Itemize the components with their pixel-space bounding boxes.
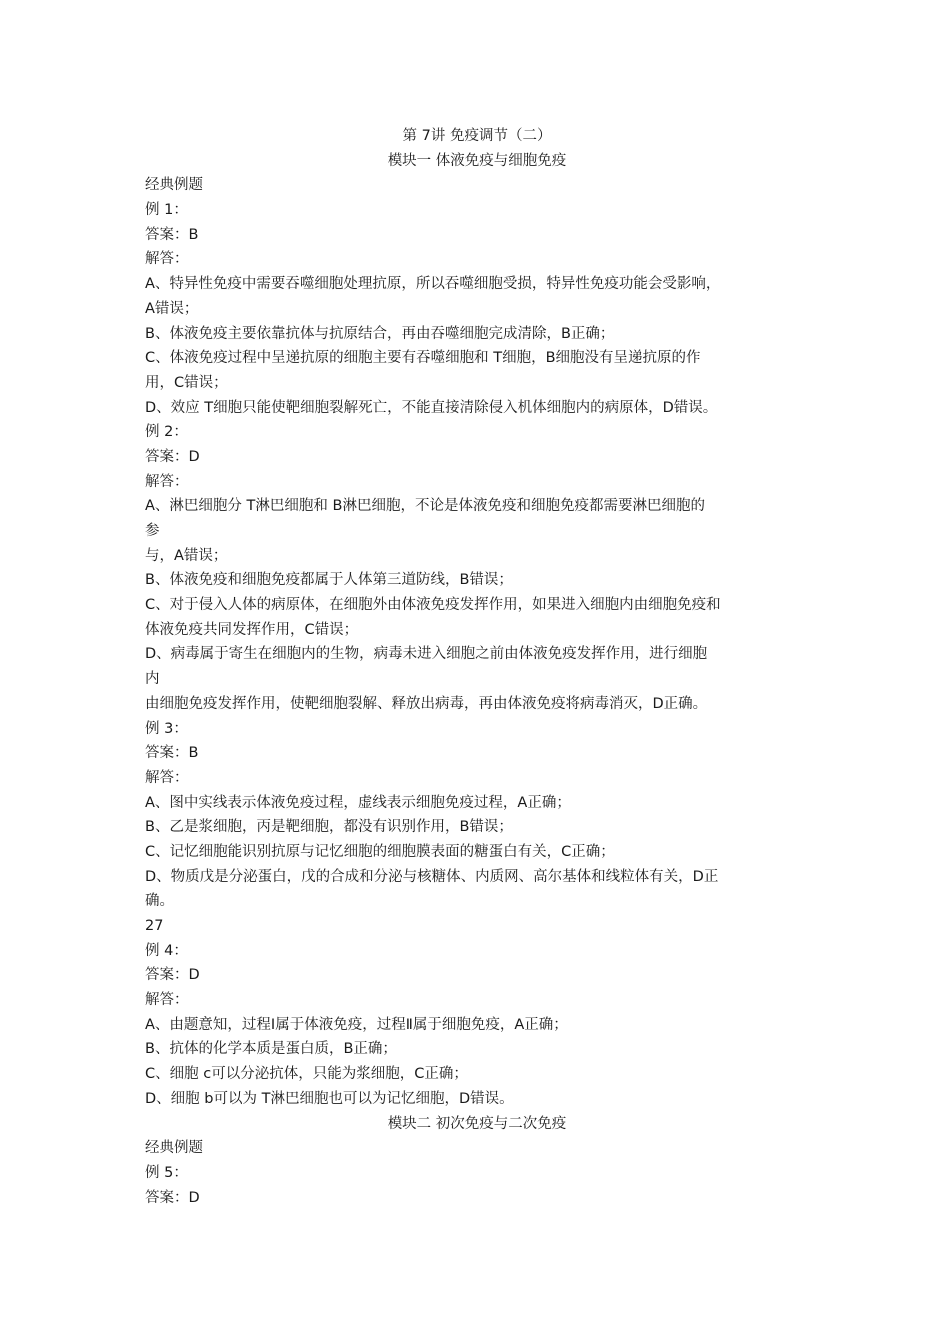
example-4-answer: 答案：D <box>145 967 200 984</box>
example-2-option-c-cont: 体液免疫共同发挥作用，C错误； <box>145 621 359 638</box>
example-3-answer: 答案：B <box>145 745 199 762</box>
module-2-heading: 模块二 初次免疫与二次免疫 <box>387 1115 567 1132</box>
example-5-answer: 答案：D <box>145 1189 200 1206</box>
example-3-option-d: D、物质戊是分泌蛋白，戊的合成和分泌与核糖体、内质网、高尔基体和线粒体有关，D正 <box>145 868 719 885</box>
example-3-option-a: A、图中实线表示体液免疫过程，虚线表示细胞免疫过程，A正确； <box>145 794 571 811</box>
example-5-label: 例 5： <box>145 1164 188 1181</box>
example-4-option-d: D、细胞 b可以为 T淋巴细胞也可以为记忆细胞，D错误。 <box>145 1090 514 1107</box>
example-1-option-c-cont: 用，C错误； <box>145 374 228 391</box>
example-2-option-d-cont2: 由细胞免疫发挥作用，使靶细胞裂解、释放出病毒，再由体液免疫将病毒消灭，D正确。 <box>145 695 708 712</box>
module-1-heading: 模块一 体液免疫与细胞免疫 <box>387 152 567 169</box>
example-3-option-b: B、乙是浆细胞，丙是靶细胞，都没有识别作用，B错误； <box>145 819 513 836</box>
example-2-option-a: A、淋巴细胞分 T淋巴细胞和 B淋巴细胞，不论是体液免疫和细胞免疫都需要淋巴细胞的 <box>145 498 705 515</box>
example-4-option-a: A、由题意知，过程Ⅰ属于体液免疫，过程Ⅱ属于细胞免疫，A正确； <box>145 1016 568 1033</box>
document-title: 第 7讲 免疫调节（二） <box>402 128 552 144</box>
example-3-analysis-label: 解答： <box>145 769 189 786</box>
example-4-option-b: B、抗体的化学本质是蛋白质，B正确； <box>145 1041 397 1058</box>
example-2-option-d: D、病毒属于寄生在细胞内的生物，病毒未进入细胞之前由体液免疫发挥作用，进行细胞 <box>145 646 708 663</box>
example-2-label: 例 2： <box>145 424 188 441</box>
section-label: 经典例题 <box>145 177 203 194</box>
example-2-option-b: B、体液免疫和细胞免疫都属于人体第三道防线，B错误； <box>145 572 513 589</box>
example-2-option-c: C、对于侵入人体的病原体，在细胞外由体液免疫发挥作用，如果进入细胞内由细胞免疫和 <box>145 597 721 614</box>
example-1-option-b: B、体液免疫主要依靠抗体与抗原结合，再由吞噬细胞完成清除，B正确； <box>145 325 615 342</box>
example-2-option-d-cont: 内 <box>145 671 160 688</box>
example-3-option-c: C、记忆细胞能识别抗原与记忆细胞的细胞膜表面的糖蛋白有关，C正确； <box>145 843 615 860</box>
page-number: 27 <box>145 918 164 934</box>
example-1-answer: 答案：B <box>145 226 199 243</box>
example-1-option-c: C、体液免疫过程中呈递抗原的细胞主要有吞噬细胞和 T细胞，B细胞没有呈递抗原的作 <box>145 350 701 367</box>
section-label: 经典例题 <box>145 1140 203 1157</box>
example-4-analysis-label: 解答： <box>145 992 189 1009</box>
example-1-option-d: D、效应 T细胞只能使靶细胞裂解死亡，不能直接清除侵入机体细胞内的病原体，D错误。 <box>145 399 718 416</box>
example-1-label: 例 1： <box>145 202 188 219</box>
example-2-analysis-label: 解答： <box>145 473 189 490</box>
example-4-label: 例 4： <box>145 942 188 959</box>
document-page <box>145 124 809 1210</box>
example-2-option-a-cont: 参 <box>145 523 160 539</box>
example-3-label: 例 3： <box>145 720 188 737</box>
example-2-answer: 答案：D <box>145 448 200 465</box>
example-4-option-c: C、细胞 c可以分泌抗体，只能为浆细胞，C正确； <box>145 1066 468 1083</box>
example-1-option-a: A、特异性免疫中需要吞噬细胞处理抗原，所以吞噬细胞受损，特异性免疫功能会受影响， <box>145 276 721 293</box>
example-2-option-a-cont2: 与，A错误； <box>145 547 228 564</box>
example-3-option-d-cont: 确。 <box>145 893 174 910</box>
example-1-analysis-label: 解答： <box>145 251 189 268</box>
example-1-option-a-cont: A错误； <box>145 300 199 317</box>
